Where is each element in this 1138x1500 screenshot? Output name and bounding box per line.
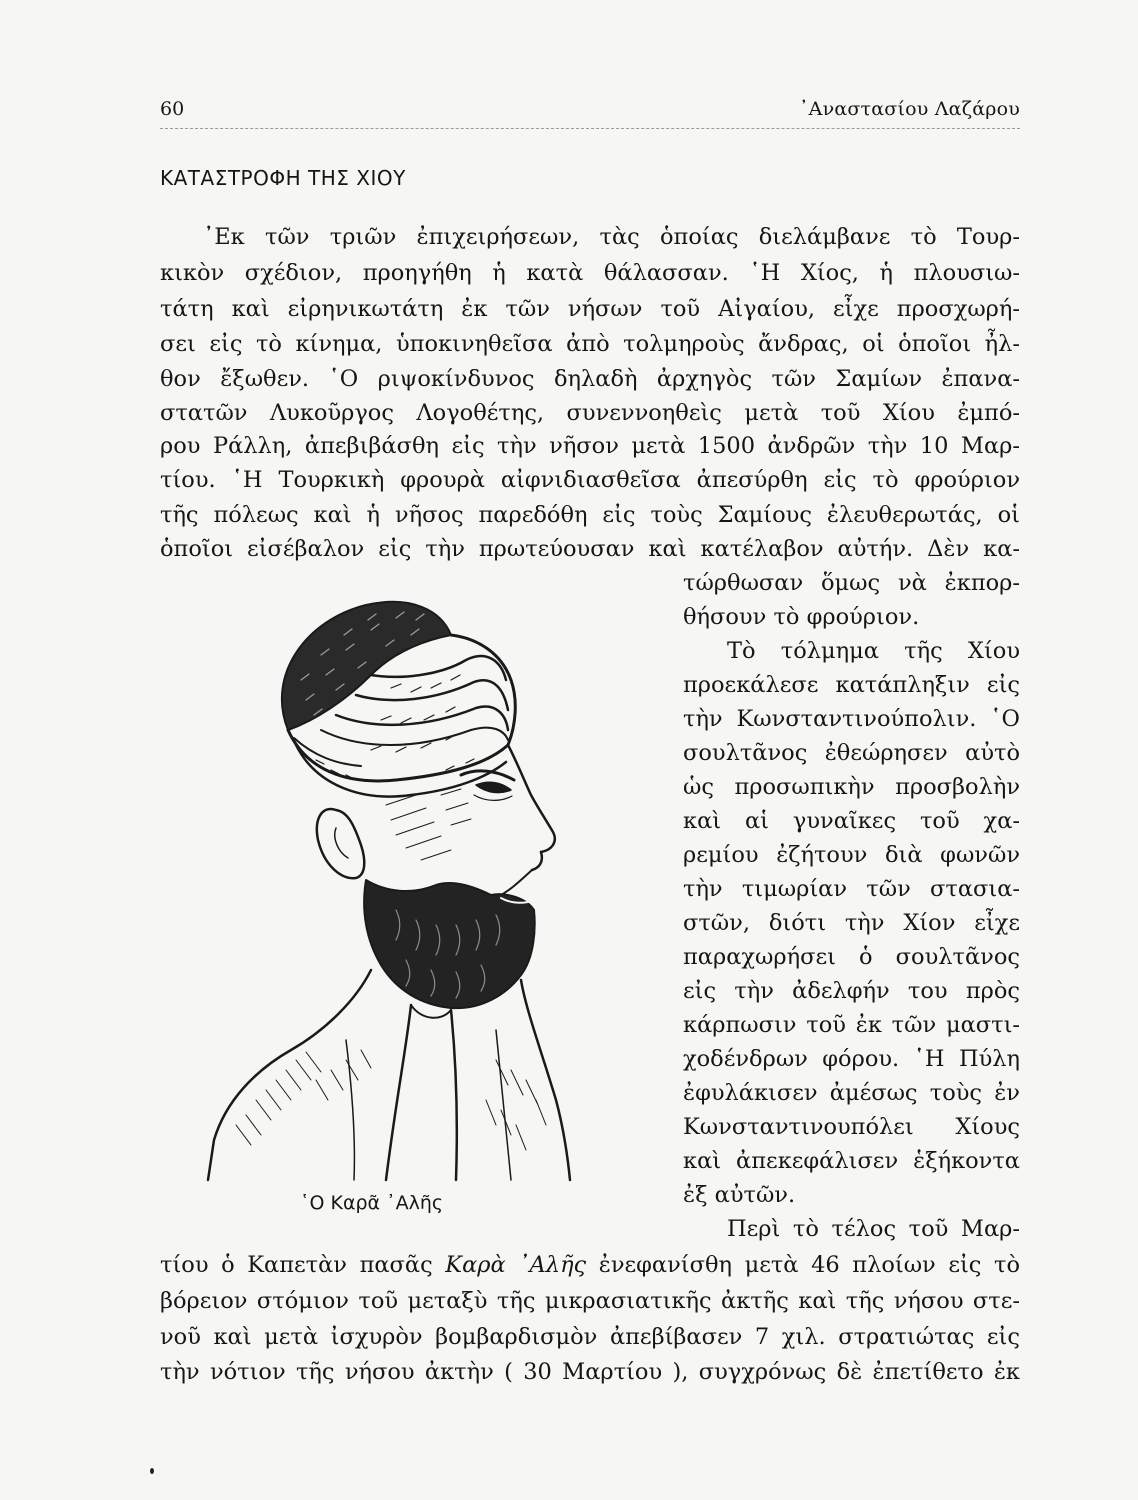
text-line: τὴν τιμωρίαν τῶν στασια- bbox=[683, 876, 1020, 902]
text-line: Κωνσταντινουπόλει Χίους bbox=[683, 1114, 1020, 1140]
text-line: τίου. ῾Η Τουρκικὴ φρουρὰ αἰφνιδιασθεῖσα ἀπεσύρθη εἰς τὸ φρούριον bbox=[160, 467, 1020, 493]
text-line: στατῶν Λυκοῦργος Λογοθέτης, συνεννοηθεὶς μετὰ τοῦ Χίου ἐμπό- bbox=[160, 400, 1020, 426]
text-line: τάτη καὶ εἰρηνικωτάτη ἐκ τῶν νήσων τοῦ Αἰγαίου, εἶχε προσχωρή- bbox=[160, 296, 1020, 322]
text-line: ἐξ αὐτῶν. bbox=[683, 1182, 796, 1208]
text-line: θον ἔξωθεν. ῾Ο ριψοκίνδυνος δηλαδὴ ἀρχηγὸς τῶν Σαμίων ἐπανα- bbox=[160, 366, 1020, 392]
text-line: ᾿Εκ τῶν τριῶν ἐπιχειρήσεων, τὰς ὁποίας διελάμβανε τὸ Τουρ- bbox=[203, 224, 1020, 250]
page-number: 60 bbox=[160, 98, 185, 120]
text-line: κικὸν σχέδιον, προηγήθη ἡ κατὰ θάλασσαν. ῾Η Χίος, ἡ πλουσιω- bbox=[160, 260, 1020, 286]
text-line: ρου Ράλλη, ἀπεβιβάσθη εἰς τὴν νῆσον μετὰ 1500 ἀνδρῶν τὴν 10 Μαρ- bbox=[160, 433, 1020, 459]
text-line: τώρθωσαν ὅμως νὰ ἐκπορ- bbox=[683, 570, 1020, 596]
text-line: νοῦ καὶ μετὰ ἰσχυρὸν βομβαρδισμὸν ἀπεβίβασεν 7 χιλ. στρατιώτας εἰς bbox=[160, 1324, 1020, 1350]
text-line: τῆς πόλεως καὶ ἡ νῆσος παρεδόθη εἰς τοὺς Σαμίους ἐλευθερωτάς, οἱ bbox=[160, 502, 1020, 528]
figure-caption: ῾Ο Καρᾶ ᾿Αλῆς bbox=[300, 1192, 444, 1214]
running-title: ᾿Αναστασίου Λαζάρου bbox=[798, 98, 1020, 120]
text-line: τὴν νότιον τῆς νήσου ἀκτὴν ( 30 Μαρτίου ), συγχρόνως δὲ ἐπετίθετο ἐκ bbox=[160, 1359, 1020, 1385]
text-line: θήσουν τὸ φρούριον. bbox=[683, 604, 920, 630]
text-line: Περὶ τὸ τέλος τοῦ Μαρ- bbox=[727, 1216, 1020, 1242]
text-line: παραχωρήσει ὁ σουλτᾶνος bbox=[683, 944, 1020, 970]
text-line: εἰς τὴν ἀδελφήν του πρὸς bbox=[683, 978, 1020, 1004]
portrait-illustration bbox=[196, 580, 576, 1185]
text-line: χοδένδρων φόρου. ῾Η Πύλη bbox=[683, 1046, 1020, 1072]
text-segment: τίου ὁ Καπετὰν πασᾶς bbox=[160, 1252, 446, 1278]
text-line: σει εἰς τὸ κίνημα, ὑποκινηθεῖσα ἀπὸ τολμηροὺς ἄνδρας, οἱ ὁποῖοι ἦλ- bbox=[160, 331, 1020, 357]
text-line: καὶ ἀπεκεφάλισεν ἑξήκοντα bbox=[683, 1148, 1020, 1174]
text-line: ἐφυλάκισεν ἀμέσως τοὺς ἐν bbox=[683, 1080, 1020, 1106]
chapter-title: ΚΑΤΑΣΤΡΟΦΗ ΤΗΣ ΧΙΟΥ bbox=[160, 166, 406, 190]
text-line: ρεμίου ἐζήτουν διὰ φωνῶν bbox=[683, 842, 1020, 868]
text-line: ὡς προσωπικὴν προσβολὴν bbox=[683, 774, 1020, 800]
text-line: καὶ αἱ γυναῖκες τοῦ χα- bbox=[683, 808, 1020, 834]
text-line: κάρπωσιν τοῦ ἐκ τῶν μαστι- bbox=[683, 1012, 1020, 1038]
print-speck bbox=[150, 1468, 154, 1474]
italic-name: Καρὰ ᾿Αλῆς bbox=[445, 1252, 587, 1278]
text-line: προεκάλεσε κατάπληξιν εἰς bbox=[683, 672, 1020, 698]
text-line: ὁποῖοι εἰσέβαλον εἰς τὴν πρωτεύουσαν καὶ κατέλαβον αὐτήν. Δὲν κα- bbox=[160, 536, 1020, 562]
text-line: σουλτᾶνος ἐθεώρησεν αὐτὸ bbox=[683, 740, 1020, 766]
text-line: στῶν, διότι τὴν Χίον εἶχε bbox=[683, 910, 1020, 936]
text-line: τὴν Κωνσταντινούπολιν. ῾Ο bbox=[683, 706, 1020, 732]
text-segment: ἐνεφανίσθη μετὰ 46 πλοίων εἰς τὸ bbox=[586, 1252, 1020, 1278]
text-line: Τὸ τόλμημα τῆς Χίου bbox=[727, 638, 1020, 664]
text-line: βόρειον στόμιον τοῦ μεταξὺ τῆς μικρασιατικῆς ἀκτῆς καὶ τῆς νήσου στε- bbox=[160, 1288, 1020, 1314]
running-head bbox=[160, 96, 1020, 129]
text-line bbox=[160, 1250, 1020, 1280]
